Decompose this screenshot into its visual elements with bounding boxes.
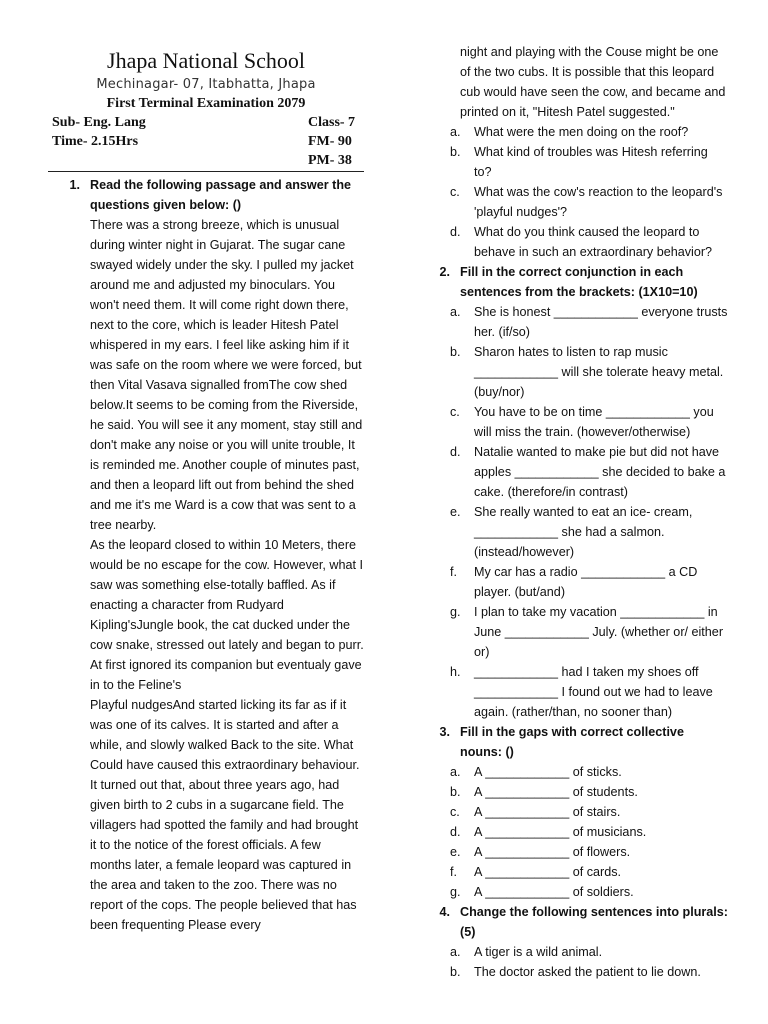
school-name: Jhapa National School [107,48,305,73]
full-marks-label: FM- 90 [308,134,352,149]
list-item: a. A ____________ of sticks. [450,765,622,779]
question-1-subquestions [418,122,728,262]
header-divider [48,171,364,172]
passage-paragraph: It turned out that, about three years ago, had given birth to 2 cubs in a sugarcane field. The villagers had spotted the family and had brought it to the notice of the forest officials. A few months later, a female leopard was captured in the area and taken to the zoo. There was no report of the cops. The people believed that has been frequenting Please every [90,778,359,932]
list-item: c. You have to be on time ____________ you will miss the train. (however/otherwise) [450,405,714,439]
question-instruction: Fill in the correct conjunction in each sentences from the brackets: (1X10=10) [460,265,698,299]
question-number: 1. [69,178,80,192]
list-item: h. ____________ had I taken my shoes off ____________ I found out we had to leave again. (rather/than, no sooner than) [450,665,713,719]
list-item: f. A ____________ of cards. [450,865,622,879]
passage-paragraph: As the leopard closed to within 10 Meters, there would be no escape for the cow. However, what I saw was something else-totally baffled. As if enacting a character from Rudyard Kipling'sJungle book, the cat ducked under the cow snake, stressed out lately and began to purr. [90,538,364,652]
subject-label: Sub- Eng. Lang [52,115,146,130]
question-3 [418,722,728,762]
question-instruction: Change the following sentences into plurals: (5) [460,905,728,939]
list-item: b. Sharon hates to listen to rap music ____________ will she tolerate heavy metal. (buy/nor) [450,345,724,399]
list-item: f. My car has a radio ____________ a CD player. (but/and) [450,565,698,599]
list-item: a. A tiger is a wild animal. [450,945,603,959]
question-2 [418,262,728,302]
exam-title: First Terminal Examination 2079 [106,96,306,111]
meta-row-pass [48,151,364,170]
question-4-items [418,942,728,982]
list-item: d. Natalie wanted to make pie but did not have apples ____________ she decided to bake a cake. (therefore/in contrast) [450,445,726,499]
right-column [418,42,728,982]
school-address: Mechinagar- 07, Itabhatta, Jhapa [96,77,316,92]
list-item: d. What do you think caused the leopard to behave in such an extraordinary behavior? [450,225,713,259]
list-item: e. A ____________ of flowers. [450,845,631,859]
pass-marks-label: PM- 38 [308,153,352,168]
passage-paragraph: At first ignored its companion but eventualy gave in to the Feline's [90,658,362,692]
passage-paragraph: Playful nudgesAnd started licking its far as if it was one of its calves. It is started and after a while, and slowly walked Back to the site. What Could have caused this extraordinary behaviour. [90,698,360,772]
list-item: c. A ____________ of stairs. [450,805,621,819]
list-item: c. What was the cow's reaction to the leopard's 'playful nudges'? [450,185,723,219]
passage-paragraph: There was a strong breeze, which is unusual during winter night in Gujarat. The sugar cane swayed widely under the sky. I pulled my jacket around me and adjusted my binoculars. You won't need them. It will come right down there, next to the core, which is leader Hitesh Patel whispered in my ears. I feel like asking him if it was safe on the room where we were forced, but then Vital Vasava signalled fromThe cow shed below.It seems to be coming from the Riverside, he said. You will see it any moment, stay still and don't make any noise or you will unite trouble, It is reminded me. Another couple of minutes past, and then a leopard lift out from behind the shed and me it's me Ward is a cow that was sent to a tree nearby. [90,218,363,532]
list-item: g. I plan to take my vacation ____________ in June ____________ July. (whether or/ either or) [450,605,724,659]
question-2-items [418,302,728,722]
question-number: 2. [439,265,450,279]
question-4 [418,902,728,942]
meta-row-time [48,132,364,151]
question-1 [48,175,364,935]
list-item: g. A ____________ of soldiers. [450,885,634,899]
list-item: b. The doctor asked the patient to lie down. [450,965,701,979]
list-item: b. A ____________ of students. [450,785,638,799]
list-item: a. She is honest ____________ everyone trusts her. (if/so) [450,305,728,339]
left-column [48,48,364,935]
question-number: 4. [439,905,450,919]
passage-continued [418,42,728,122]
class-label: Class- 7 [308,115,356,130]
time-label: Time- 2.15Hrs [52,134,139,149]
meta-row-subject [48,113,364,132]
question-instruction: Fill in the gaps with correct collective nouns: () [460,725,684,759]
question-number: 3. [439,725,450,739]
list-item: d. A ____________ of musicians. [450,825,647,839]
list-item: e. She really wanted to eat an ice- cream, ____________ she had a salmon. (instead/however) [450,505,693,559]
passage-paragraph: night and playing with the Couse might be one of the two cubs. It is possible that this leopard cub would have seen the cow, and became and printed on it, "Hitesh Patel suggested." [460,45,726,119]
list-item: a. What were the men doing on the roof? [450,125,689,139]
question-instruction: Read the following passage and answer the questions given below: () [90,178,352,212]
question-3-items [418,762,728,902]
list-item: b. What kind of troubles was Hitesh referring to? [450,145,708,179]
